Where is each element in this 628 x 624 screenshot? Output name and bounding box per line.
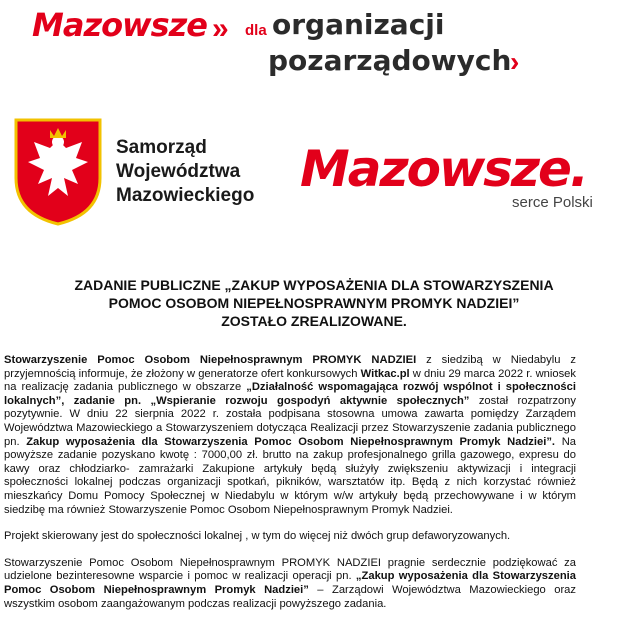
title-line-1: ZADANIE PUBLICZNE „ZAKUP WYPOSAŻENIA DLA STOWARZYSZENIA [74, 277, 554, 293]
paragraph-3 [4, 557, 576, 611]
chevron-end-icon: › [510, 46, 520, 77]
paragraph-1 [4, 354, 576, 517]
p3-text-a: Stowarzyszenie Pomoc Osobom Niepełnosprawnym PROMYK NADZIEI pragnie serdecznie podziękować za udzielone bezinteresowne wsparcie i pomoc w realizacji operacji pn. [4, 556, 576, 583]
dla-label: dla [245, 22, 267, 39]
org-name: Stowarzyszenie Pomoc Osobom Niepełnosprawnym PROMYK NADZIEI [4, 354, 417, 366]
operation-name: „Zakup wyposażenia dla Stowarzyszenia Pomoc Osobom Niepełnosprawnym Promyk Nadziei” [4, 570, 576, 596]
p3-text-c: – Zarządowi Województwa Mazowieckiego oraz wszystkim osobom zaangażowanym podczas realizacji powyższego zadania. [4, 583, 576, 610]
mazowieckiego-line: Mazowieckiego [116, 185, 255, 206]
body-text [4, 354, 576, 624]
wojewodztwa-line: Województwa [116, 161, 241, 182]
paragraph-2: Projekt skierowany jest do społeczności lokalnej , w tym do więcej niż dwóch grup defaworyzowanych. [4, 530, 511, 543]
pozarzadowych-text: pozarządowych [268, 44, 512, 77]
p1-text-d: w dniu 29 marca 2022 r. wniosek na realizację zadania publicznego w obszarze [4, 367, 576, 394]
page-title [10, 276, 618, 330]
header-banner [0, 0, 628, 95]
mazowsze-big-logo: Mazowsze. [300, 140, 587, 198]
title-line-3: ZOSTAŁO ZREALIZOWANE. [221, 313, 407, 329]
samorzad-logo-text [116, 136, 254, 208]
task-name: Zakup wyposażenia dla Stowarzyszenia Pomoc Osobom Niepełnosprawnym Promyk Nadziei”. [26, 435, 556, 448]
witkac-name: Witkac.pl [360, 367, 410, 380]
p1-text-b: z siedzibą w Niedabylu z przyjemnością informuje, że złożony w generatorze ofert konkursowych [4, 354, 576, 380]
double-chevron-icon: » [212, 12, 229, 45]
mazowsze-small-logo: Mazowsze [32, 6, 207, 44]
coat-of-arms-icon [14, 118, 102, 226]
area-name: „Działalność wspomagająca rozwój wspólnot i społeczności lokalnych”, zadanie pn. „Wspieranie rozwoju gospodyń aktywnie społecznych” [4, 381, 576, 407]
samorzad-line: Samorząd [116, 137, 207, 158]
p1-text-f: został rozpatrzony pozytywnie. W dniu 22 sierpnia 2022 r. została podpisana stosowna umowa zawarta pomiędzy Zarządem Województwa Mazowieckiego a Stowarzyszeniem dotycząca Realizacji przez Stowarzyszenie zadania publicznego pn. [4, 394, 576, 448]
organizacji-text: organizacji [272, 8, 445, 41]
serce-polski-tagline: serce Polski [512, 194, 593, 211]
title-line-2: POMOC OSOBOM NIEPEŁNOSPRAWNYM PROMYK NADZIEI” [108, 295, 520, 311]
p1-text-h: Na powyższe zadanie pozyskano kwotę : 7000,00 zł. brutto na zakup profesjonalnego grilla gazowego, expresu do kawy oraz chłodziarko- zamrażarki Zakupione artykuły będą służyły zwiększeniu aktywizacji i integracji społeczności lokalnej podczas organizacji spotkań, pikników, warsztatów itp. Będą z nich korzystać również mieszkańcy Domu Pomocy Społecznej w Niedabylu w którym w/w artykuły będą przechowywane i w którym siedzibę ma również Stowarzyszenie Pomoc Osobom Niepełnosprawnym Promyk Nadziei. [4, 435, 577, 516]
